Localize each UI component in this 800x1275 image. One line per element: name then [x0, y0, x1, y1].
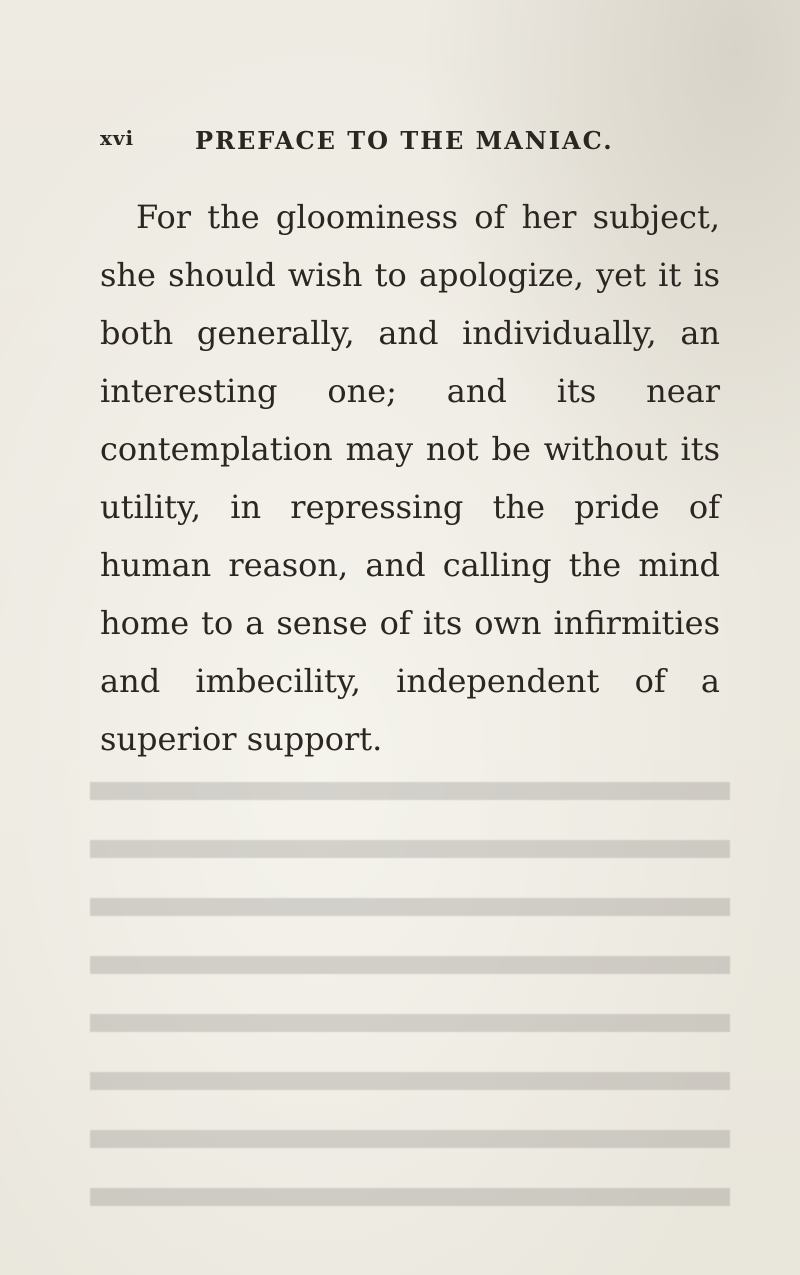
paragraph: For the gloominess of her subject, she should wish to apologize, yet it is both generally, and individually, an interesting one; and its near contemplation may not be without its utility, in repressing the pride of human reason, and calling the mind home to a sense of its own infirmities and imbecility, independent of a superior support. [100, 198, 720, 758]
page-header [100, 126, 700, 166]
body-text [100, 188, 720, 768]
show-through-texture [90, 760, 730, 1240]
running-head: PREFACE TO THE MANIAC. [195, 126, 614, 155]
page-number: xvi [100, 126, 135, 150]
